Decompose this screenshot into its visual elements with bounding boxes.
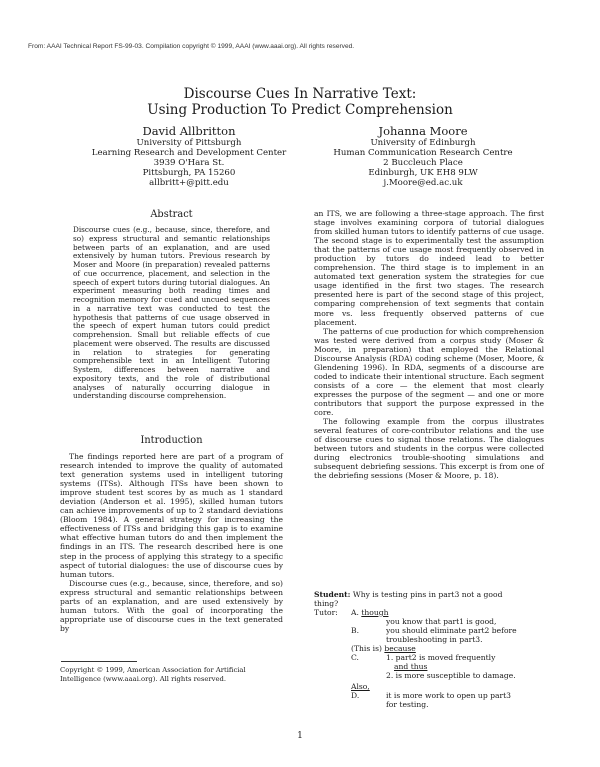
intro-paragraph-1: The findings reported here are part of a program of research intended to improve the quality of automated text generation systems used in intelligent tutoring systems (ITSs). Although ITSs have been shown to improve student test scores by as much as 1 standard deviation (Anderson et al. 1995), skilled human tutors can achieve improvements of up to 2 standard deviations (Bloom 1984). A general strategy for increasing the effectiveness of ITSs and bridging this gap is to examine what effective human tutors do and then implement the findings in an ITS. The research described here is one step in the process of applying this strategy to a specific aspect of tutorial dialogues: the use of discourse cues by human tutors. bbox=[60, 452, 283, 579]
page-number: 1 bbox=[297, 731, 303, 741]
right-paragraph-3: The following example from the corpus illustrates several features of core-contributor relations and the use of discourse cues to signal those relations. The dialogues between tutors and students in the corpus were collected during electronics trouble-shooting simulations and subsequent debriefing sessions. This excerpt is from one of the debriefing sessions (Moser & Moore, p. 18). bbox=[314, 417, 544, 481]
introduction-text bbox=[60, 452, 283, 633]
introduction-heading: Introduction bbox=[140, 435, 203, 446]
author-affiliation: University of Pittsburgh bbox=[136, 138, 242, 148]
segment-b-label: B. bbox=[351, 626, 359, 635]
segment-d-label: D. bbox=[351, 691, 360, 700]
segment-a-label: A. bbox=[351, 608, 359, 617]
author-street: 3939 O'Hara St. bbox=[153, 158, 225, 168]
author-department: Human Communication Research Centre bbox=[333, 148, 513, 158]
segment-a-text: you know that part1 is good, bbox=[386, 617, 497, 626]
segment-d-text: it is more work to open up part3 bbox=[386, 691, 511, 700]
author-block-1 bbox=[84, 125, 294, 188]
segment-b-text-cont: troubleshooting in part3. bbox=[386, 635, 483, 644]
segment-c1-num: 1. bbox=[386, 653, 394, 662]
because-cue: because bbox=[384, 644, 416, 653]
right-column-text bbox=[314, 209, 544, 480]
segment-c1-text: part2 is moved frequently bbox=[395, 653, 496, 662]
student-question: Why is testing pins in part3 not a good bbox=[352, 590, 503, 599]
segment-d-text-cont: for testing. bbox=[386, 700, 429, 709]
and-thus-cue: and thus bbox=[394, 662, 428, 671]
author-email: j.Moore@ed.ac.uk bbox=[383, 178, 463, 188]
author-affiliation: University of Edinburgh bbox=[370, 138, 476, 148]
right-paragraph-2: The patterns of cue production for which comprehension was tested were derived from a corpus study (Moser & Moore, in preparation) that employed the Relational Discourse Analysis (RDA) coding scheme (Moser, Moore, & Glendening 1996). In RDA, segments of a discourse are coded to indicate their intentional structure. Each segment consists of a core — the element that most clearly expresses the purpose of the segment — and one or more contributors that support the purpose expressed in the core. bbox=[314, 326, 544, 418]
copyright-footnote: Copyright © 1999, American Association for Artificial Intelligence (www.aaai.org). All rights reserved. bbox=[60, 666, 246, 683]
segment-c2-num: 2. bbox=[386, 671, 394, 680]
author-city: Edinburgh, UK EH8 9LW bbox=[368, 168, 478, 178]
abstract-heading: Abstract bbox=[150, 209, 193, 220]
abstract-body: Discourse cues (e.g., because, since, therefore, and so) express structural and semantic relationships between parts of an explanation, and are used extensively by human tutors. Previous research by Moser and Moore (in preparation) revealed patterns of cue occurrence, placement, and selection in the speech of expert tutors during tutorial dialogues. An experiment measuring both reading times and recognition memory for cued and uncued sequences in a narrative text was conducted to test the hypothesis that patterns of cue usage observed in the speech of expert human tutors could predict comprehension. Small but reliable effects of cue placement were observed. The results are discussed in relation to strategies for generating comprehensible text in an Intelligent Tutoring System, differences between narrative and expository texts, and the role of distributional analyses of naturally occurring dialogue in understanding discourse comprehension. bbox=[73, 225, 270, 401]
segment-a-cue: though bbox=[361, 608, 389, 617]
student-question-cont: thing? bbox=[314, 599, 339, 608]
author-city: Pittsburgh, PA 15260 bbox=[142, 168, 236, 178]
copyright-header: From: AAAI Technical Report FS-99-03. Compilation copyright © 1999, AAAI (www.aaai.org). All rights reserved. bbox=[28, 43, 355, 50]
intro-paragraph-2: Discourse cues (e.g., because, since, therefore, and so) express structural and semantic relationships between parts of an explanation, and are used extensively by human tutors. With the goal of incorporating the appropriate use of discourse cues in the text generated by bbox=[60, 578, 283, 633]
footnote-rule bbox=[61, 661, 137, 662]
segment-c2-text: is more susceptible to damage. bbox=[395, 671, 516, 680]
author-email: allbritt+@pitt.edu bbox=[149, 178, 229, 188]
segment-c-label: C. bbox=[351, 653, 359, 662]
paper-title-line2: Using Production To Predict Comprehension bbox=[147, 102, 453, 118]
tutor-label: Tutor: bbox=[314, 608, 338, 617]
this-is-label: (This is) bbox=[351, 644, 382, 653]
dialogue-excerpt bbox=[314, 590, 544, 725]
author-street: 2 Buccleuch Place bbox=[383, 158, 463, 168]
paper-title-line1: Discourse Cues In Narrative Text: bbox=[183, 86, 417, 102]
right-paragraph-1: an ITS, we are following a three-stage approach. The first stage involves examining corpora of tutorial dialogues from skilled human tutors to identify patterns of cue usage. The second stage is to experimentally test the assumption that the patterns of cue usage most frequently observed in production by tutors do indeed lead to better comprehension. The third stage is to implement in an automated text generation system the strategies for cue usage identified in the first two stages. The research presented here is part of the second stage of this project, comparing comprehension of text segments that contain more vs. less frequently observed patterns of cue placement. bbox=[314, 209, 544, 327]
segment-b-text: you should eliminate part2 before bbox=[386, 626, 517, 635]
student-label: Student: bbox=[314, 590, 351, 599]
also-cue: Also, bbox=[351, 682, 370, 691]
author-department: Learning Research and Development Center bbox=[91, 148, 287, 158]
author-name: David Allbritton bbox=[142, 124, 236, 138]
author-block-2 bbox=[318, 125, 528, 188]
author-name: Johanna Moore bbox=[378, 124, 468, 138]
